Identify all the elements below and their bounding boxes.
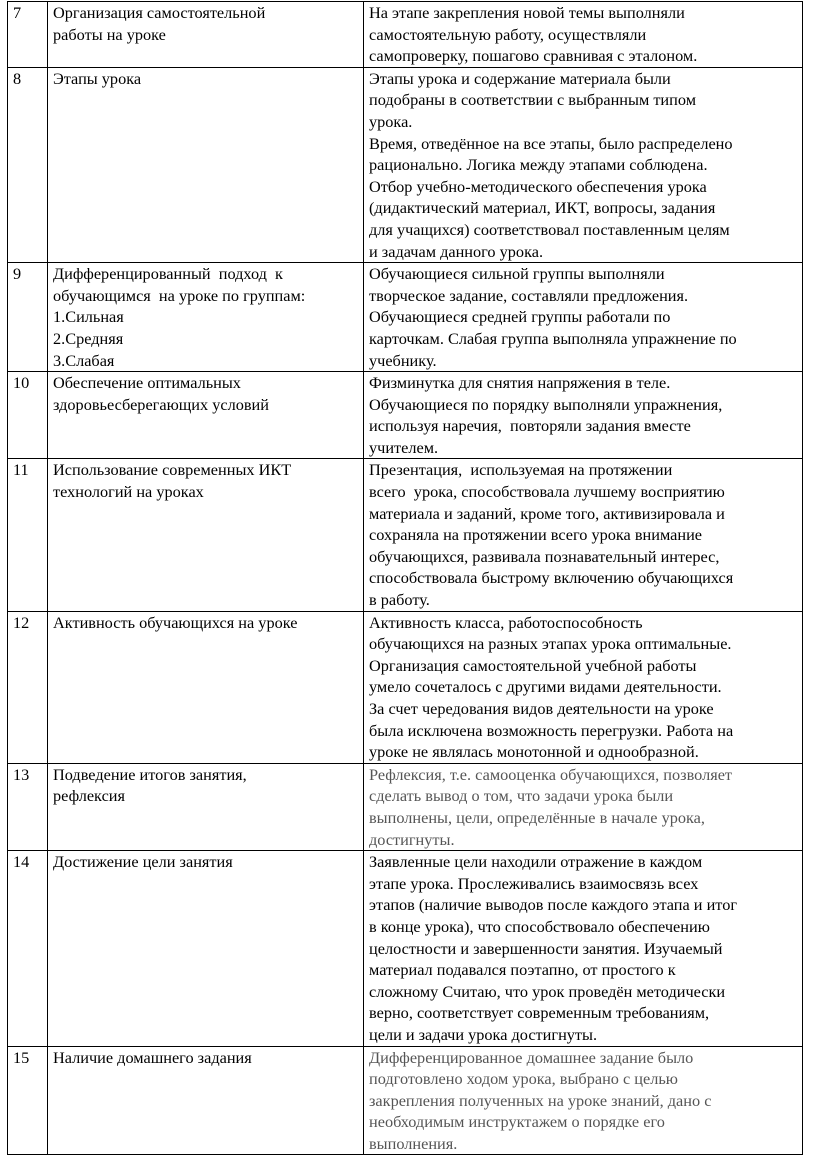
text-line: необходимым инструктажем о порядке его — [369, 1112, 665, 1132]
text-line: для учащихся) соответствовал поставленным целям — [369, 219, 730, 239]
text-line: способствовала быстрому включению обучающихся — [369, 568, 734, 588]
text-line: карточкам. Слабая группа выполняла упражнение по — [369, 328, 737, 348]
text-line: обучающимся на уроке по группам: — [53, 285, 306, 305]
table-row — [8, 1046, 803, 1155]
text-line: урока. — [369, 111, 413, 131]
text-line: (дидактический материал, ИКТ, вопросы, задания — [369, 198, 716, 218]
text-line: Обучающиеся по порядку выполняли упражнения, — [369, 394, 723, 414]
text-line: сохраняла на протяжении всего урока внимание — [369, 525, 703, 545]
description-cell — [364, 459, 803, 611]
text-line: выполнения. — [369, 1133, 458, 1153]
text-line: верно, соответствует современным требованиям, — [369, 1003, 710, 1023]
evaluation-table — [7, 1, 803, 1155]
criterion-cell — [48, 611, 364, 763]
description-cell — [364, 263, 803, 372]
criterion-cell — [48, 67, 364, 262]
table-row — [8, 2, 803, 68]
text-line: Использование современных ИКТ — [53, 460, 292, 480]
criterion-cell — [48, 459, 364, 611]
text-line: Обеспечение оптимальных — [53, 373, 241, 393]
table-row — [8, 763, 803, 850]
text-line: подобраны в соответствии с выбранным типом — [369, 90, 696, 110]
text-line: в конце урока), что способствовало обеспечению — [369, 916, 710, 936]
text-line: сделать вывод о том, что задачи урока были — [369, 786, 674, 806]
description-cell — [364, 763, 803, 850]
text-line: достигнуты. — [369, 829, 455, 849]
row-number: 10 — [8, 372, 48, 459]
table-row — [8, 459, 803, 611]
text-line: Презентация, используемая на протяжении — [369, 460, 673, 480]
text-line: Обучающиеся средней группы работали по — [369, 307, 671, 327]
row-number: 12 — [8, 611, 48, 763]
criterion-cell — [48, 851, 364, 1046]
description-cell — [364, 67, 803, 262]
row-number: 13 — [8, 763, 48, 850]
text-line: учителем. — [369, 437, 439, 457]
text-line: 3.Слабая — [53, 350, 115, 370]
table-row — [8, 611, 803, 763]
row-number: 9 — [8, 263, 48, 372]
text-line: была исключена возможность перегрузки. Работа на — [369, 720, 734, 740]
text-line: Организация самостоятельной учебной работы — [369, 655, 697, 675]
text-line: в работу. — [369, 590, 430, 610]
text-line: цели и задачи урока достигнуты. — [369, 1024, 598, 1044]
description-cell — [364, 2, 803, 68]
table-row — [8, 67, 803, 262]
criterion-cell — [48, 263, 364, 372]
text-line: Дифференцированное домашнее задание было — [369, 1047, 694, 1067]
text-line: самостоятельную работу, осуществляли — [369, 24, 647, 44]
text-line: уроке не являлась монотонной и однообразной. — [369, 742, 699, 762]
text-line: рефлексия — [53, 786, 125, 806]
text-line: Этапы урока — [53, 68, 142, 88]
criterion-cell — [48, 763, 364, 850]
text-line: обучающихся на разных этапах урока оптимальные. — [369, 634, 732, 654]
text-line: Достижение цели занятия — [53, 852, 233, 872]
text-line: здоровьесберегающих условий — [53, 394, 269, 414]
text-line: этапов (наличие выводов после каждого этапа и итог — [369, 895, 738, 915]
row-number: 15 — [8, 1046, 48, 1155]
text-line: Активность обучающихся на уроке — [53, 612, 298, 632]
text-line: умело сочеталось с другими видами деятельности. — [369, 677, 722, 697]
row-number: 8 — [8, 67, 48, 262]
description-cell — [364, 611, 803, 763]
row-number: 11 — [8, 459, 48, 611]
text-line: закрепления полученных на уроке знаний, дано с — [369, 1090, 712, 1110]
table-row — [8, 372, 803, 459]
table-row — [8, 851, 803, 1046]
text-line: работы на уроке — [53, 24, 166, 44]
text-line: Дифференцированный подход к — [53, 264, 283, 284]
text-line: Обучающиеся сильной группы выполняли — [369, 264, 665, 284]
text-line: Организация самостоятельной — [53, 3, 266, 22]
text-line: Рефлексия, т.е. самооценка обучающихся, позволяет — [369, 764, 733, 784]
text-line: 1.Сильная — [53, 307, 124, 327]
row-number: 7 — [8, 2, 48, 68]
criterion-cell — [48, 1046, 364, 1155]
text-line: Наличие домашнего задания — [53, 1047, 252, 1067]
text-line: Заявленные цели находили отражение в каждом — [369, 852, 703, 872]
text-line: На этапе закрепления новой темы выполняли — [369, 3, 685, 22]
text-line: технологий на уроках — [53, 482, 204, 502]
text-line: творческое задание, составляли предложения. — [369, 285, 689, 305]
text-line: используя наречия, повторяли задания вместе — [369, 416, 691, 436]
text-line: подготовлено ходом урока, выбрано с целью — [369, 1069, 678, 1089]
criterion-cell — [48, 2, 364, 68]
row-number: 14 — [8, 851, 48, 1046]
text-line: 2.Средняя — [53, 328, 124, 348]
text-line: учебнику. — [369, 350, 437, 370]
text-line: выполнены, цели, определённые в начале урока, — [369, 807, 705, 827]
text-line: всего урока, способствовала лучшему восприятию — [369, 482, 725, 502]
description-cell — [364, 851, 803, 1046]
description-cell — [364, 372, 803, 459]
text-line: Физминутка для снятия напряжения в теле. — [369, 373, 671, 393]
text-line: Этапы урока и содержание материала были — [369, 68, 671, 88]
text-line: материала и заданий, кроме того, активизировала и — [369, 503, 725, 523]
text-line: материал подавался поэтапно, от простого к — [369, 960, 676, 980]
description-cell — [364, 1046, 803, 1155]
text-line: самопроверку, пошагово сравнивая с эталоном. — [369, 46, 698, 66]
table-row — [8, 263, 803, 372]
text-line: и задачам данного урока. — [369, 241, 544, 261]
text-line: Подведение итогов занятия, — [53, 764, 247, 784]
criterion-cell — [48, 372, 364, 459]
text-line: Активность класса, работоспособность — [369, 612, 643, 632]
text-line: За счет чередования видов деятельности на уроке — [369, 699, 714, 718]
text-line: Отбор учебно-методического обеспечения урока — [369, 176, 707, 196]
text-line: сложному Считаю, что урок проведён методически — [369, 981, 726, 1001]
text-line: этапе урока. Прослеживались взаимосвязь всех — [369, 873, 699, 893]
text-line: Время, отведённое на все этапы, было распределено — [369, 133, 733, 153]
text-line: целостности и завершенности занятия. Изучаемый — [369, 938, 723, 958]
text-line: рационально. Логика между этапами соблюдена. — [369, 155, 708, 175]
text-line: обучающихся, развивала познавательный интерес, — [369, 546, 720, 566]
